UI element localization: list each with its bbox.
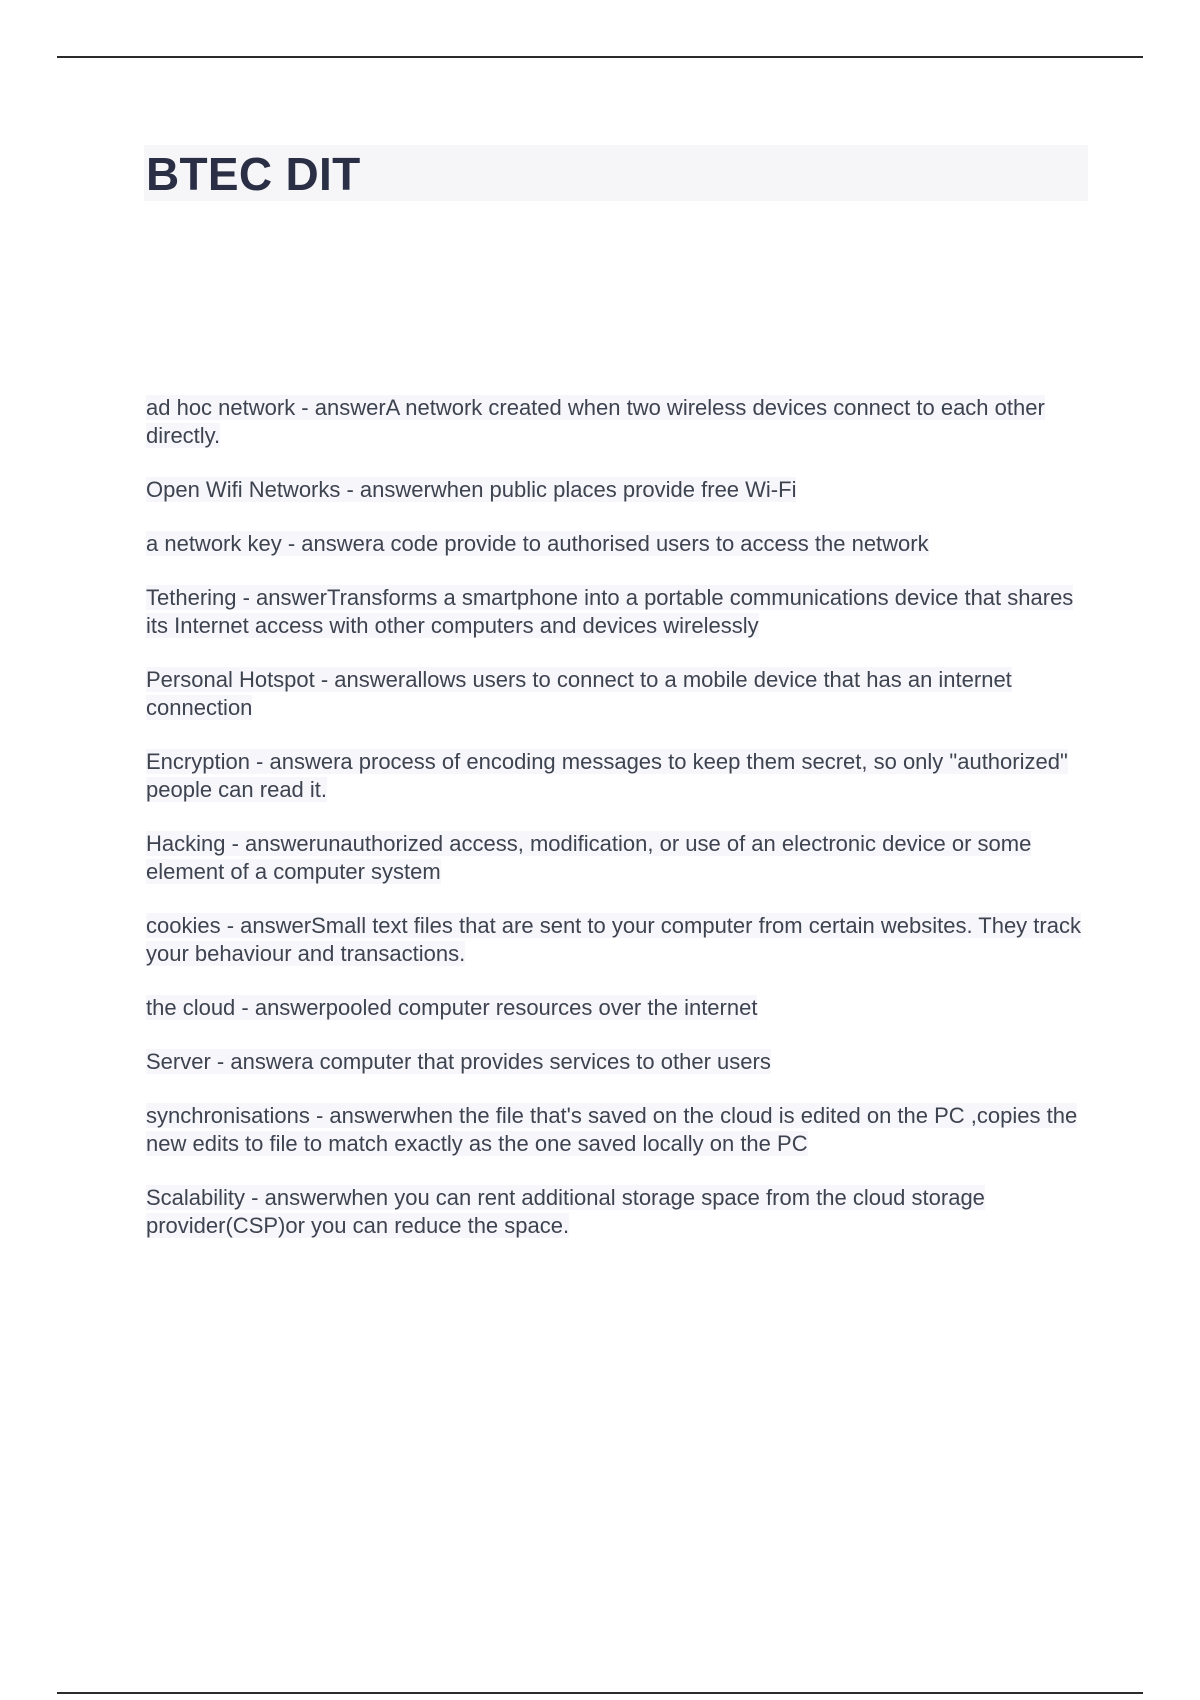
glossary-entry-text: the cloud - answerpooled computer resources over the internet <box>146 995 758 1020</box>
glossary-entry <box>146 584 1086 640</box>
glossary-entry <box>146 1048 1086 1076</box>
glossary-entry-text: a network key - answera code provide to authorised users to access the network <box>146 531 929 556</box>
document-title: BTEC DIT <box>146 148 361 200</box>
glossary-entry-text: Scalability - answerwhen you can rent additional storage space from the cloud storage provider(CSP)or you can reduce the space. <box>146 1185 985 1238</box>
glossary-entry <box>146 394 1086 450</box>
footer-rule <box>57 1692 1143 1694</box>
glossary-entry <box>146 830 1086 886</box>
glossary-entry <box>146 748 1086 804</box>
glossary-entry-text: synchronisations - answerwhen the file that's saved on the cloud is edited on the PC ,copies the new edits to file to match exactly as the one saved locally on the PC <box>146 1103 1078 1156</box>
glossary-entry-text: Open Wifi Networks - answerwhen public places provide free Wi-Fi <box>146 477 797 502</box>
glossary-entry-text: Tethering - answerTransforms a smartphone into a portable communications device that shares its Internet access with other computers and devices wirelessly <box>146 585 1074 638</box>
glossary-list <box>146 394 1086 1266</box>
glossary-entry <box>146 666 1086 722</box>
glossary-entry-text: ad hoc network - answerA network created when two wireless devices connect to each other directly. <box>146 395 1045 448</box>
glossary-entry <box>146 1102 1086 1158</box>
glossary-entry <box>146 476 1086 504</box>
glossary-entry <box>146 1184 1086 1240</box>
glossary-entry-text: Hacking - answerunauthorized access, modification, or use of an electronic device or some element of a computer system <box>146 831 1032 884</box>
glossary-entry <box>146 912 1086 968</box>
header-rule <box>57 56 1143 58</box>
glossary-entry <box>146 530 1086 558</box>
glossary-entry-text: Personal Hotspot - answerallows users to connect to a mobile device that has an internet connection <box>146 667 1012 720</box>
glossary-entry-text: Server - answera computer that provides services to other users <box>146 1049 771 1074</box>
glossary-entry-text: Encryption - answera process of encoding messages to keep them secret, so only "authorized" people can read it. <box>146 749 1068 802</box>
glossary-entry <box>146 994 1086 1022</box>
glossary-entry-text: cookies - answerSmall text files that are sent to your computer from certain websites. They track your behaviour and transactions. <box>146 913 1081 966</box>
